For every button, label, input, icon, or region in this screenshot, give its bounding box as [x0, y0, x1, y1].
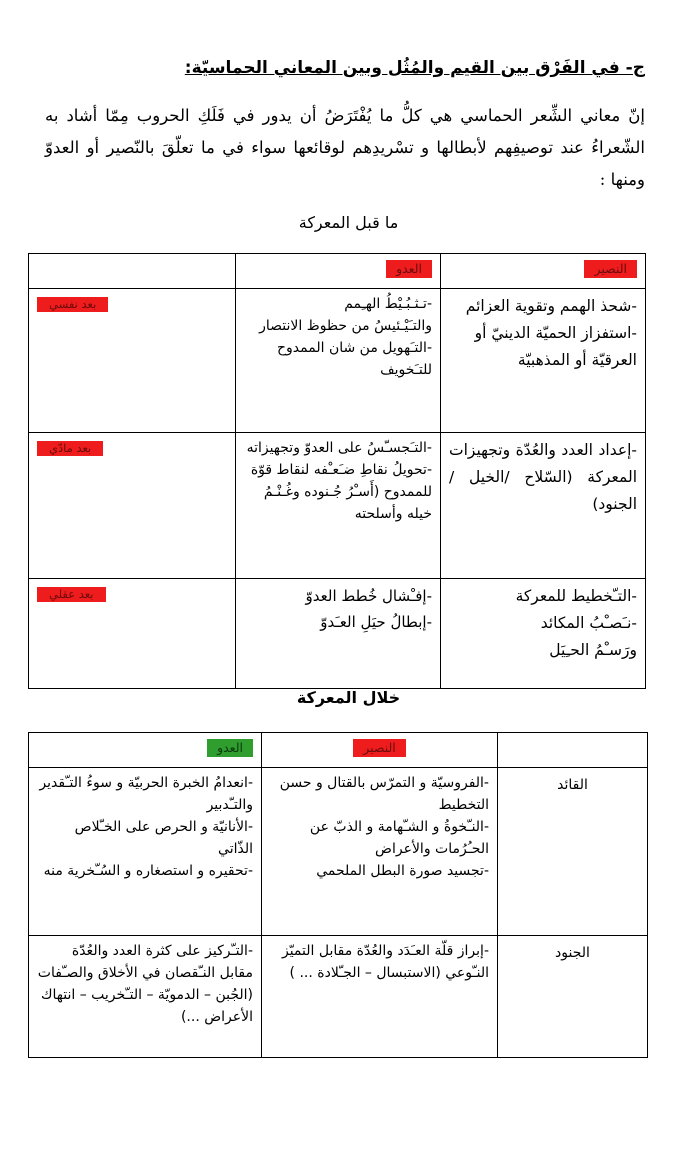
aduw-line: -تـثـبُـيْطُ الهـِمم [344, 296, 432, 312]
aduw-line: -التـّركيز على كثرة العدد والعُدّة مقابل النـّقصان في الأخلاق والصـّفات (الجُبن – الدمويّة – التـّخريب – انتهاك الأعراض ...) [37, 943, 253, 1025]
aduw-line: -إبطالُ حيَلِ العـَدوّ [320, 613, 432, 631]
aduw-line: -تحقيره و استصغاره و السُـّخرية منه [43, 863, 253, 879]
before-battle-table [28, 253, 646, 689]
nasir-header-label: النصير [353, 739, 406, 757]
nasir-header-cell [262, 733, 498, 768]
nasir-line: ورَسـْمُ الحـِيَل [549, 641, 637, 659]
table-row [29, 579, 646, 689]
section-heading: ج- في الفَرْق بين القيم والمُثُل وبين المعاني الحماسيّة: [184, 58, 645, 78]
nasir-line: -إبراز قلّة العـَدَد والعُدّة مقابل التميّز النـّوعي (الاستبسال – الجـّلادة ... ) [281, 943, 489, 981]
nasir-cell [262, 936, 498, 1058]
nasir-header-cell [441, 254, 646, 289]
aduw-cell [29, 936, 262, 1058]
aduw-line: والتـَيْـئيسُ من حظوظ الانتصار [259, 318, 432, 334]
nasir-cell [441, 579, 646, 689]
intro-paragraph: إنّ معاني الشِّعر الحماسي هي كلُّ ما يُفْتَرَضُ أن يدور في فَلَكِ الحروب مِمّا أشاد به الشّعراءُ عند توصيفِهم لأبطالها و تسْريدِهم لوقائعها سواء في ما تعلّقَ بالنّصير أو العدوّ ومنها : [45, 106, 645, 189]
table-header-row [29, 733, 648, 768]
aduw-cell [236, 433, 441, 579]
nasir-cell [441, 433, 646, 579]
dimension-cell [29, 579, 236, 689]
aduw-line: -الأنانيّة و الحرص على الخـّلاص الذّاتي [74, 819, 253, 857]
empty-header-cell [29, 254, 236, 289]
table-row [29, 768, 648, 936]
aduw-header-cell [236, 254, 441, 289]
nasir-line: -التـّخطيط للمعركة [515, 587, 637, 605]
dimension-badge: بعد مادّي [37, 441, 103, 456]
aduw-header-label: العدو [386, 260, 432, 278]
aduw-header-cell [29, 733, 262, 768]
nasir-cell [441, 289, 646, 433]
table-header-row [29, 254, 646, 289]
empty-header-cell [498, 733, 648, 768]
nasir-line: -الفروسيّة و التمرّس بالقتال و حسن التخطيط [279, 775, 489, 813]
aduw-cell [29, 768, 262, 936]
nasir-line: -نـَصـْبُ المكائد [540, 614, 637, 632]
aduw-line: -التـَجسـّسُ على العدوّ وتجهيزاته [246, 440, 432, 456]
role-cell: القائد [498, 768, 648, 936]
aduw-line: -انعدامُ الخبرة الحربيّة و سوءُ التـّقدير والتـّدبير [39, 775, 253, 813]
table-row [29, 289, 646, 433]
nasir-line: -استفزاز الحميّة الدينيّ أو العرقيّة أو المذهبيّة [474, 324, 637, 369]
role-cell: الجنود [498, 936, 648, 1058]
table-row [29, 433, 646, 579]
nasir-line: -شحذ الهمم وتقوية العزائم [465, 297, 637, 315]
nasir-line: -تجسيد صورة البطل الملحمي [316, 863, 489, 879]
before-battle-title: ما قبل المعركة [298, 213, 399, 232]
nasir-header-label: النصير [584, 260, 637, 278]
aduw-header-label: العدو [207, 739, 253, 757]
during-battle-title: خلال المعركة [296, 688, 401, 707]
aduw-line: -إفـْشال خُطط العدوّ [305, 587, 432, 605]
aduw-line: -تحويلُ نقاطِ ضـَعـْفه لنقاط قوّة للممدوح (أَسـْرُ جُـنوده وغُـنْـمُ خيله وأسلحته [250, 462, 432, 522]
table-row [29, 936, 648, 1058]
aduw-line: -التـَهويل من شان الممدوح للتـَخويف [277, 340, 432, 378]
dimension-cell [29, 433, 236, 579]
nasir-line: -إعداد العدد والعُدّة وتجهيزات المعركة (السّلاح /الخيل /الجنود) [449, 441, 637, 513]
during-battle-table [28, 732, 648, 1058]
nasir-line: -النـّخوةُ و الشـّهامة و الذبّ عن الحـُرُمات والأعراض [309, 819, 489, 857]
nasir-cell [262, 768, 498, 936]
dimension-badge: بعد عقلي [37, 587, 106, 602]
aduw-cell [236, 579, 441, 689]
dimension-cell [29, 289, 236, 433]
aduw-cell [236, 289, 441, 433]
dimension-badge: بعد نفسي [37, 297, 108, 312]
